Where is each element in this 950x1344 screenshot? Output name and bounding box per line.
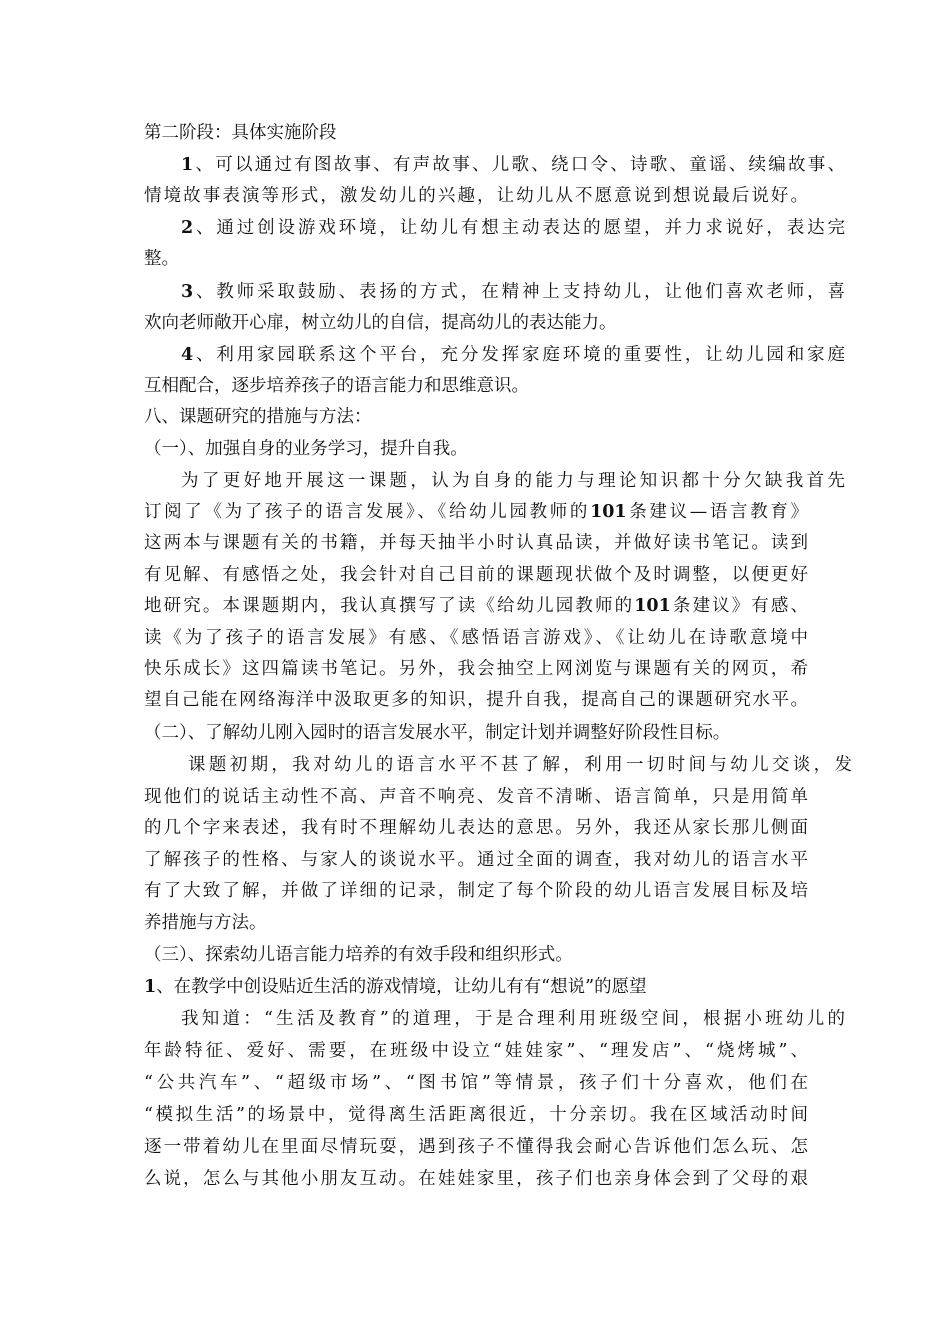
line-text: 了解孩子的性格、与家人的谈说水平。通过全面的调查，我对幼儿的语言水平 [144, 850, 808, 870]
paragraph-line [144, 876, 808, 907]
paragraph-line [144, 845, 808, 876]
inline-number: 101 [590, 502, 627, 522]
paragraph-line [144, 685, 808, 716]
section-heading-eight [144, 402, 808, 433]
paragraph-line [144, 1164, 808, 1195]
line-text: 、教师采取鼓励、表扬的方式，在精神上支持幼儿，让他们喜欢老师，喜 [193, 282, 845, 302]
line-text: 订阅了《为了孩子的语言发展》、《给幼儿园教师的 [144, 502, 591, 522]
line-text: 课题初期，我对幼儿的语言水平不甚了解，利用一切时间与幼儿交谈，发 [188, 755, 852, 775]
paragraph-line [144, 1036, 808, 1067]
line-text: 整。 [144, 249, 179, 269]
section-heading-stage-two [144, 118, 808, 149]
line-text: 、利用家园联系这个平台，充分发挥家庭环境的重要性，让幼儿园和家庭 [193, 345, 845, 365]
paragraph-line [144, 750, 852, 781]
paragraph-line [144, 497, 808, 528]
line-text: 的几个字来表述，我有时不理解幼儿表达的意思。另外，我还从家长那儿侧面 [144, 818, 808, 838]
paragraph-line [144, 623, 808, 654]
line-text: 年龄特征、爱好、需要，在班级中设立“娃娃家”、“理发店”、“烧烤城”、 [144, 1041, 808, 1061]
line-text: 逐一带着幼儿在里面尽情玩耍，遇到孩子不懂得我会耐心告诉他们怎么玩、怎 [144, 1137, 808, 1157]
line-text: 互相配合，逐步培养孩子的语言能力和思维意识。 [144, 376, 529, 396]
paragraph-line [144, 528, 808, 559]
line-text: 现他们的说话主动性不高、声音不响亮、发音不清晰、语言简单，只是用简单 [144, 787, 808, 807]
list-number: 2 [181, 218, 194, 238]
paragraph-line [144, 591, 808, 622]
line-text: 我知道：“生活及教育”的道理，于是合理利用班级空间，根据小班幼儿的 [181, 1009, 845, 1029]
numbered-heading-1 [144, 972, 808, 1003]
line-text: 、在教学中创设贴近生活的游戏情境，让幼儿有有“想说”的愿望 [156, 977, 647, 997]
inline-number: 101 [634, 596, 671, 616]
paragraph-line [144, 560, 808, 591]
paragraph-line [144, 1132, 808, 1163]
list-item-1 [144, 150, 845, 181]
line-text: 这两本与课题有关的书籍，并每天抽半小时认真品读，并做好读书笔记。读到 [144, 533, 808, 553]
line-text: 、通过创设游戏环境，让幼儿有想主动表达的愿望，并力求说好，表达完 [193, 218, 845, 238]
list-item-2 [144, 213, 845, 244]
line-text: “公共汽车”、“超级市场”、“图书馆”等情景，孩子们十分喜欢，他们在 [144, 1073, 808, 1093]
line-text: 第二阶段：具体实施阶段 [144, 123, 337, 143]
line-text: （一）、加强自身的业务学习，提升自我。 [144, 439, 468, 459]
line-text: 、可以通过有图故事、有声故事、儿歌、绕口令、诗歌、童谣、续编故事、 [193, 155, 845, 175]
paragraph-line [144, 1068, 808, 1099]
subheading-one [144, 434, 808, 465]
line-text: 条建议》有感、 [670, 596, 808, 616]
line-text: “模拟生活”的场景中，觉得离生活距离很近，十分亲切。我在区域活动时间 [144, 1105, 808, 1125]
subheading-two [144, 718, 808, 749]
line-text: 养措施与方法。 [144, 913, 267, 933]
line-text: 欢向老师敞开心扉，树立幼儿的自信，提高幼儿的表达能力。 [144, 313, 617, 333]
subheading-three [144, 940, 808, 971]
list-number: 4 [181, 345, 194, 365]
paragraph-line [144, 181, 808, 212]
line-text: 情境故事表演等形式，激发幼儿的兴趣，让幼儿从不愿意说到想说最后说好。 [144, 186, 808, 206]
paragraph-line [144, 1004, 845, 1035]
paragraph-line [144, 1100, 808, 1131]
list-number: 1 [181, 155, 194, 175]
line-text: 快乐成长》这四篇读书笔记。另外，我会抽空上网浏览与课题有关的网页，希 [144, 659, 808, 679]
paragraph-line [144, 908, 808, 939]
paragraph-line [144, 371, 808, 402]
paragraph-line [144, 654, 808, 685]
line-text: 读《为了孩子的语言发展》有感、《感悟语言游戏》、《让幼儿在诗歌意境中 [144, 628, 808, 648]
list-number: 1 [144, 977, 157, 997]
line-text: 条建议—语言教育》 [626, 502, 808, 522]
line-text: 有见解、有感悟之处，我会针对自己目前的课题现状做个及时调整，以便更好 [144, 565, 808, 585]
line-text: 地研究。本课题期内，我认真撰写了读《给幼儿园教师的 [144, 596, 635, 616]
list-item-4 [144, 340, 845, 371]
paragraph-line [144, 782, 808, 813]
line-text: 么说，怎么与其他小朋友互动。在娃娃家里，孩子们也亲身体会到了父母的艰 [144, 1169, 808, 1189]
line-text: 有了大致了解，并做了详细的记录，制定了每个阶段的幼儿语言发展目标及培 [144, 881, 808, 901]
list-number: 3 [181, 282, 194, 302]
list-item-3 [144, 277, 845, 308]
paragraph-line [144, 308, 808, 339]
paragraph-line [144, 813, 808, 844]
paragraph-line [144, 466, 845, 497]
line-text: （三）、探索幼儿语言能力培养的有效手段和组织形式。 [144, 945, 573, 965]
line-text: （二）、了解幼儿刚入园时的语言发展水平，制定计划并调整好阶段性目标。 [144, 723, 731, 743]
line-text: 八、课题研究的措施与方法： [144, 407, 372, 427]
line-text: 为了更好地开展这一课题，认为自身的能力与理论知识都十分欠缺我首先 [181, 471, 845, 491]
line-text: 望自己能在网络海洋中汲取更多的知识，提升自我，提高自己的课题研究水平。 [144, 690, 808, 710]
paragraph-line [144, 244, 808, 275]
